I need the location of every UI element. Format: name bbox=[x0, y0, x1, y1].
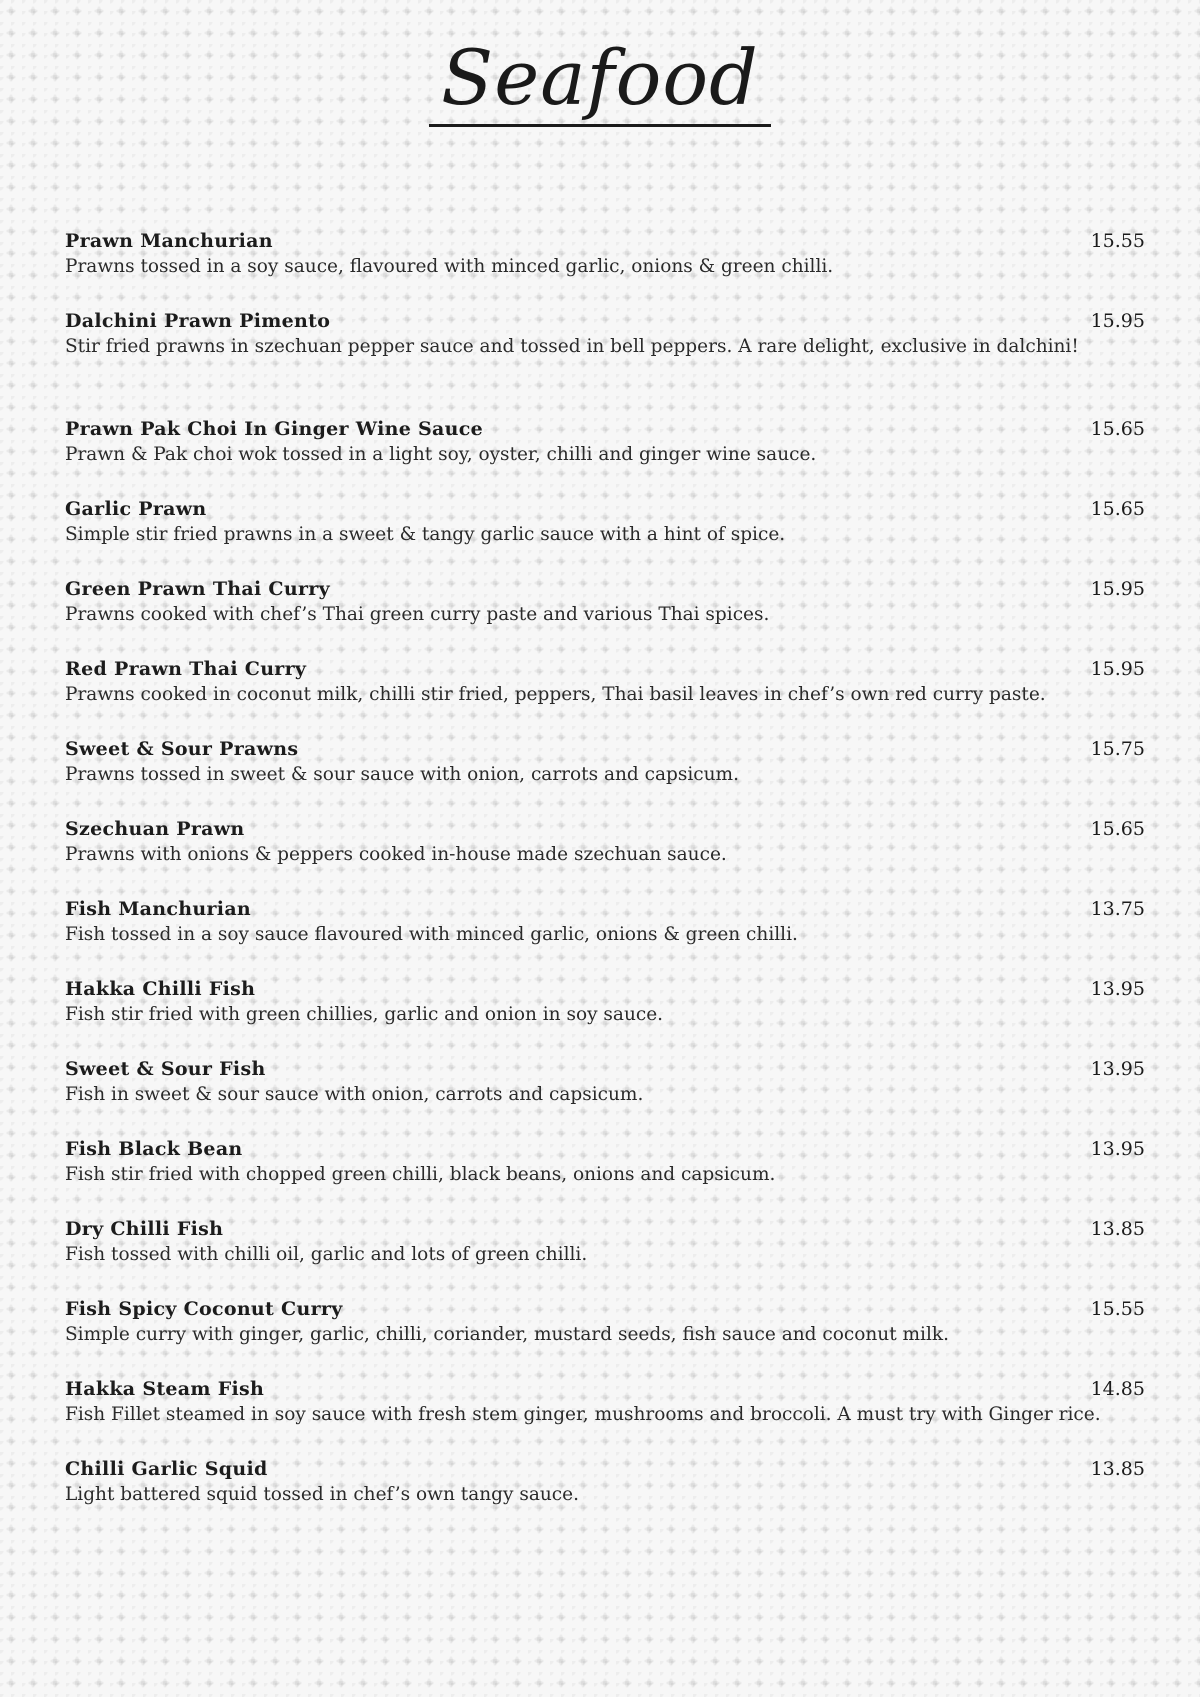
item-description: Fish stir fried with chopped green chilli, black beans, onions and capsicum. bbox=[65, 1164, 776, 1185]
item-description: Prawns with onions & peppers cooked in-house made szechuan sauce. bbox=[65, 844, 727, 865]
menu-item bbox=[65, 1058, 1145, 1138]
item-price: 13.95 bbox=[1090, 978, 1145, 1000]
item-price: 15.65 bbox=[1090, 418, 1145, 440]
item-name: Sweet & Sour Fish bbox=[65, 1058, 266, 1080]
item-description: Prawn & Pak choi wok tossed in a light soy, oyster, chilli and ginger wine sauce. bbox=[65, 444, 817, 465]
menu-item bbox=[65, 898, 1145, 978]
item-price: 13.95 bbox=[1090, 1138, 1145, 1160]
menu-item bbox=[65, 310, 1145, 418]
menu-item bbox=[65, 1298, 1145, 1378]
item-description: Fish Fillet steamed in soy sauce with fresh stem ginger, mushrooms and broccoli. A must try with Ginger rice. bbox=[65, 1404, 1101, 1425]
item-name: Dry Chilli Fish bbox=[65, 1218, 224, 1240]
item-description: Prawns cooked with chef’s Thai green curry paste and various Thai spices. bbox=[65, 604, 770, 625]
menu-item bbox=[65, 578, 1145, 658]
item-description: Prawns tossed in a soy sauce, flavoured with minced garlic, onions & green chilli. bbox=[65, 256, 834, 277]
menu-item bbox=[65, 230, 1145, 310]
item-description: Fish tossed with chilli oil, garlic and lots of green chilli. bbox=[65, 1244, 588, 1265]
item-name: Fish Black Bean bbox=[65, 1138, 243, 1160]
item-name: Green Prawn Thai Curry bbox=[65, 578, 330, 600]
menu-item bbox=[65, 818, 1145, 898]
item-name: Chilli Garlic Squid bbox=[65, 1458, 268, 1480]
item-name: Red Prawn Thai Curry bbox=[65, 658, 307, 680]
item-description: Fish stir fried with green chillies, garlic and onion in soy sauce. bbox=[65, 1004, 664, 1025]
menu-item bbox=[65, 498, 1145, 578]
item-price: 13.95 bbox=[1090, 1058, 1145, 1080]
menu-item bbox=[65, 978, 1145, 1058]
item-description: Fish tossed in a soy sauce flavoured with minced garlic, onions & green chilli. bbox=[65, 924, 798, 945]
item-price: 15.55 bbox=[1090, 1298, 1145, 1320]
item-description: Prawns tossed in sweet & sour sauce with onion, carrots and capsicum. bbox=[65, 764, 739, 785]
menu-item bbox=[65, 1138, 1145, 1218]
item-name: Sweet & Sour Prawns bbox=[65, 738, 299, 760]
item-description: Simple curry with ginger, garlic, chilli, coriander, mustard seeds, fish sauce and coconut milk. bbox=[65, 1324, 949, 1345]
item-name: Fish Manchurian bbox=[65, 898, 252, 920]
menu-list bbox=[65, 230, 1145, 1538]
item-name: Szechuan Prawn bbox=[65, 818, 245, 840]
item-price: 13.85 bbox=[1090, 1458, 1145, 1480]
menu-item bbox=[65, 1218, 1145, 1298]
page-title: Seafood bbox=[429, 30, 771, 127]
item-price: 13.75 bbox=[1090, 898, 1145, 920]
item-name: Hakka Chilli Fish bbox=[65, 978, 256, 1000]
menu-item bbox=[65, 1458, 1145, 1538]
item-description: Light battered squid tossed in chef’s own tangy sauce. bbox=[65, 1484, 579, 1505]
item-price: 15.55 bbox=[1090, 230, 1145, 252]
item-name: Dalchini Prawn Pimento bbox=[65, 310, 331, 332]
item-name: Garlic Prawn bbox=[65, 498, 207, 520]
item-description: Fish in sweet & sour sauce with onion, carrots and capsicum. bbox=[65, 1084, 644, 1105]
item-description: Simple stir fried prawns in a sweet & tangy garlic sauce with a hint of spice. bbox=[65, 524, 786, 545]
item-price: 15.75 bbox=[1090, 738, 1145, 760]
item-price: 15.95 bbox=[1090, 310, 1145, 332]
item-name: Fish Spicy Coconut Curry bbox=[65, 1298, 343, 1320]
item-price: 15.95 bbox=[1090, 578, 1145, 600]
item-price: 15.65 bbox=[1090, 818, 1145, 840]
item-price: 14.85 bbox=[1090, 1378, 1145, 1400]
item-name: Prawn Manchurian bbox=[65, 230, 273, 252]
item-price: 15.65 bbox=[1090, 498, 1145, 520]
menu-item bbox=[65, 418, 1145, 498]
menu-item bbox=[65, 658, 1145, 738]
item-price: 13.85 bbox=[1090, 1218, 1145, 1240]
menu-item bbox=[65, 738, 1145, 818]
menu-item bbox=[65, 1378, 1145, 1458]
item-price: 15.95 bbox=[1090, 658, 1145, 680]
item-name: Prawn Pak Choi In Ginger Wine Sauce bbox=[65, 418, 484, 440]
title-area bbox=[0, 30, 1200, 127]
item-description: Prawns cooked in coconut milk, chilli stir fried, peppers, Thai basil leaves in chef’s own red curry paste. bbox=[65, 684, 1046, 705]
item-name: Hakka Steam Fish bbox=[65, 1378, 265, 1400]
item-description: Stir fried prawns in szechuan pepper sauce and tossed in bell peppers. A rare delight, exclusive in dalchini! bbox=[65, 336, 1079, 357]
